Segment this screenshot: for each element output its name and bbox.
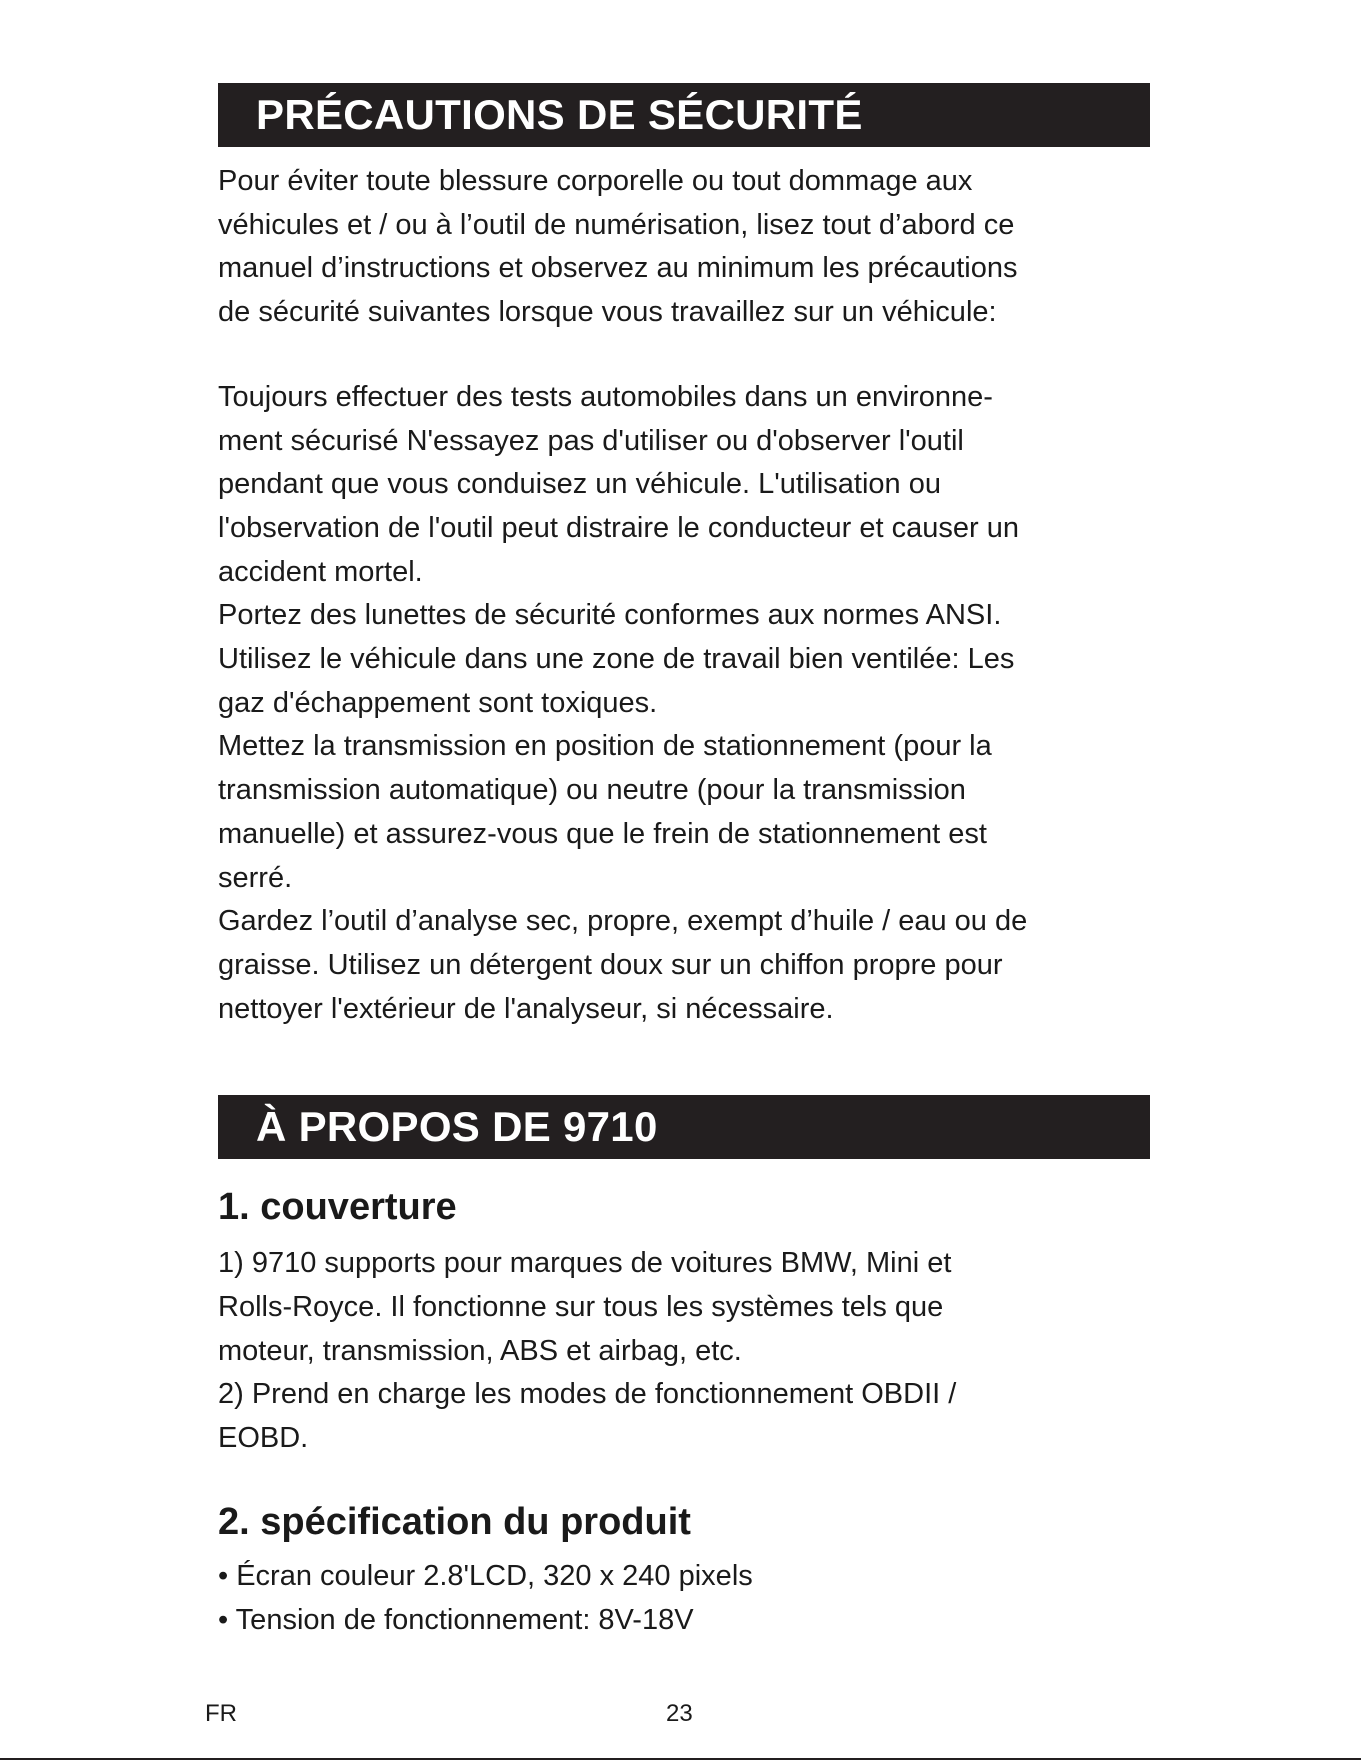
spec-item-voltage: • Tension de fonctionnement: 8V-18V: [218, 1603, 694, 1636]
spec-heading: 2. spécification du produit: [218, 1500, 691, 1543]
safety-precautions-paragraph: Toujours effectuer des tests automobiles dans un environne- ment sécurisé N'essayez pas d'utiliser ou d'observer l'outil pendant que vous conduisez un véhicule. L'utilisation ou l'observation de l'outil peut distraire le conducteur et causer un accident mortel. Portez des lunettes de sécurité conformes aux normes ANSI. Utilisez le véhicule dans une zone de travail bien ventilée: Les gaz d'échappement sont toxiques. Mettez la transmission en position de stationnement (pour la transmission automatique) ou neutre (pour la transmission manuelle) et assurez-vous que le frein de stationnement est serré. Gardez l’outil d’analyse sec, propre, exempt d’huile / eau ou de graisse. Utilisez un détergent doux sur un chiffon propre pour nettoyer l'extérieur de l'analyseur, si nécessaire.: [218, 380, 1028, 1025]
section-title-safety: PRÉCAUTIONS DE SÉCURITÉ: [218, 83, 1150, 147]
bottom-divider: [0, 1758, 1361, 1760]
footer-language: FR: [205, 1700, 237, 1727]
section-title-about: À PROPOS DE 9710: [218, 1095, 1150, 1159]
coverage-heading: 1. couverture: [218, 1186, 457, 1229]
safety-intro-paragraph: Pour éviter toute blessure corporelle ou tout dommage aux véhicules et / ou à l’outil de numérisation, lisez tout d’abord ce manuel d’instructions et observez au minimum les précautions de sécurité suivantes lorsque vous travaillez sur un véhicule:: [218, 165, 1018, 329]
coverage-paragraph: 1) 9710 supports pour marques de voitures BMW, Mini et Rolls-Royce. Il fonctionne sur tous les systèmes tels que moteur, transmission, ABS et airbag, etc. 2) Prend en charge les modes de fonctionnement OBDII / EOBD.: [218, 1247, 957, 1455]
spec-list: [218, 1555, 1150, 1642]
page-number: 23: [666, 1700, 693, 1727]
spec-item-screen: • Écran couleur 2.8'LCD, 320 x 240 pixels: [218, 1559, 753, 1592]
manual-page: [218, 83, 1150, 1642]
